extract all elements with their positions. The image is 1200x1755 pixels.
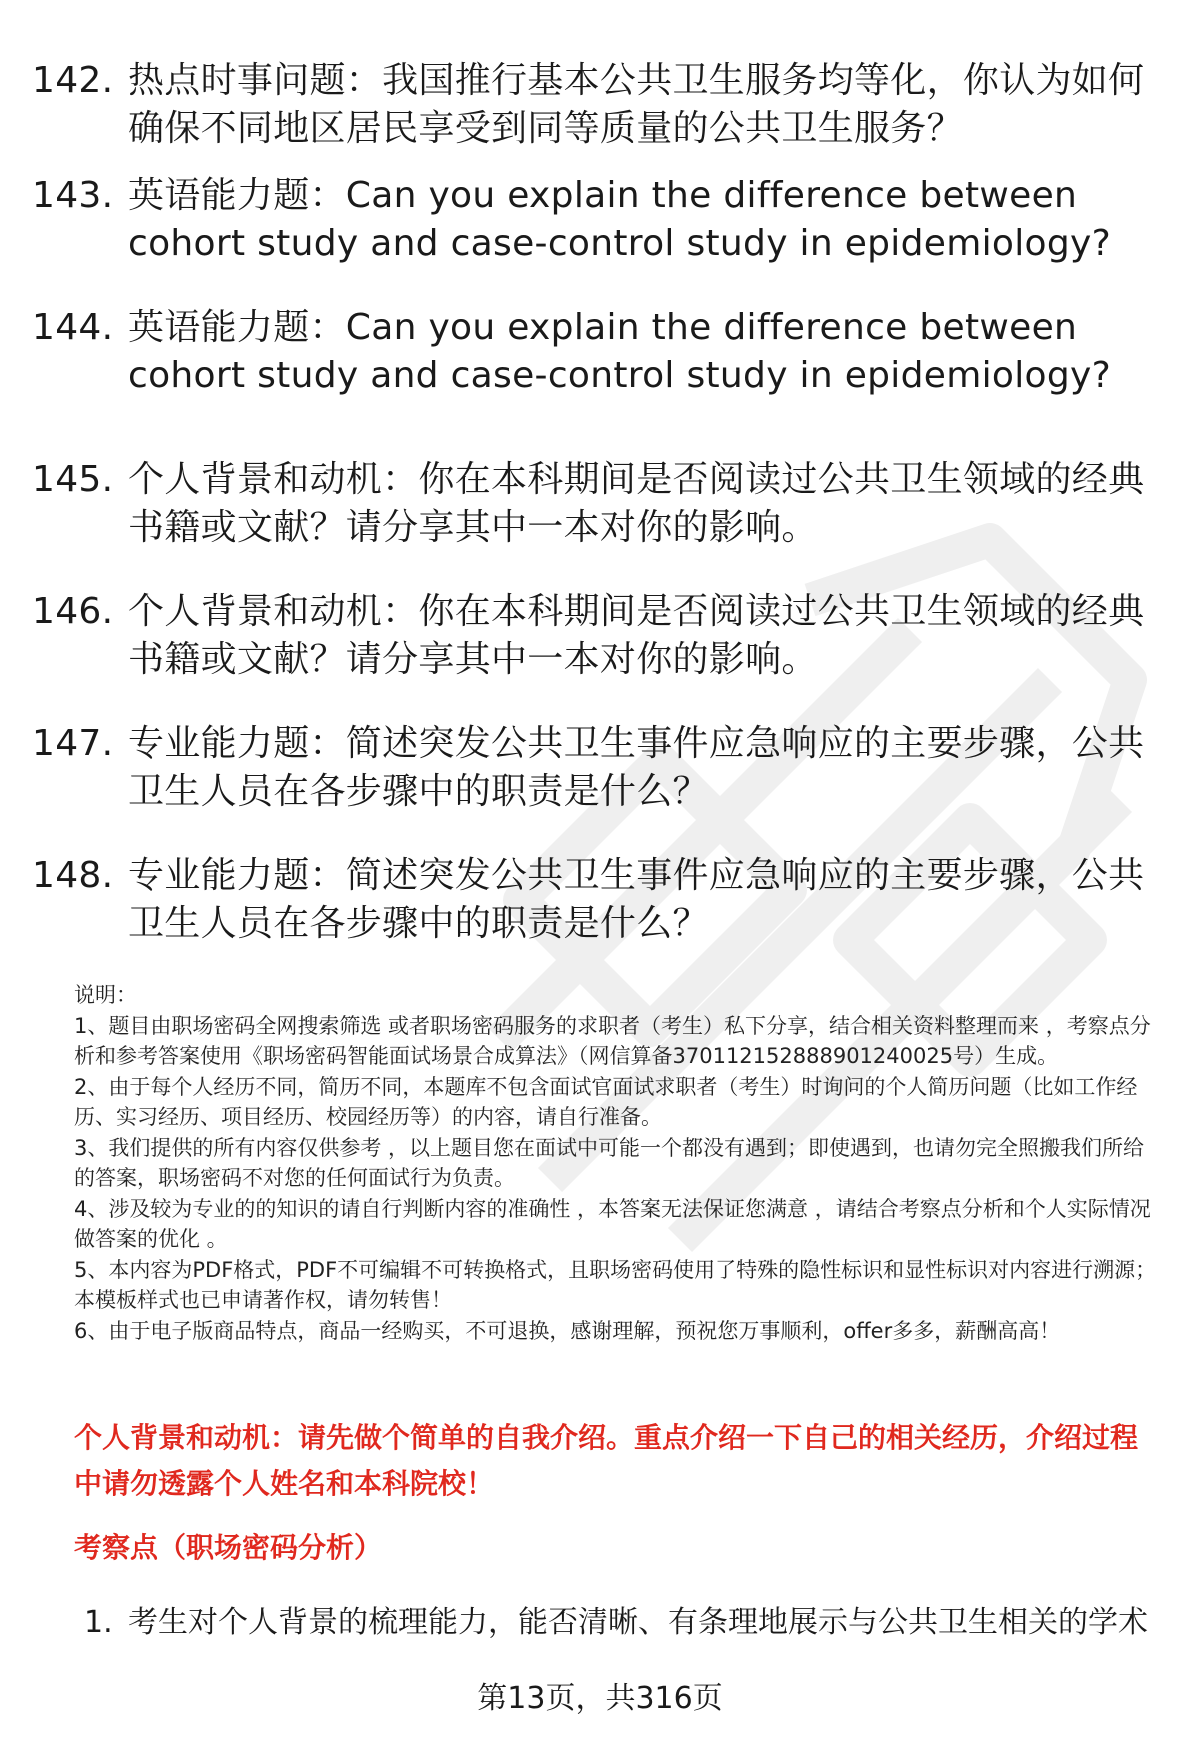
disclaimer-notes: [74, 980, 1164, 1346]
analysis-point-number: 1.: [84, 1605, 113, 1640]
question-item: [32, 720, 1162, 816]
question-item: [32, 588, 1162, 684]
question-number: 147.: [32, 723, 114, 764]
note-item: 3、我们提供的所有内容仅供参考 ，以上题目您在面试中可能一个都没有遇到；即使遇到，也请勿完全照搬我们所给的答案，职场密码不对您的任何面试行为负责。: [74, 1135, 1145, 1190]
question-item: [32, 304, 1162, 400]
question-text: 热点时事问题：我国推行基本公共卫生服务均等化，你认为如何确保不同地区居民享受到同等质量的公共卫生服务？: [128, 60, 1145, 149]
notes-heading: 说明：: [74, 983, 137, 1007]
analysis-point: [84, 1600, 1164, 1646]
question-number: 143.: [32, 175, 114, 216]
question-item: [32, 852, 1162, 948]
question-text: 个人背景和动机：你在本科期间是否阅读过公共卫生领域的经典书籍或文献？请分享其中一本对你的影响。: [128, 459, 1145, 548]
note-item: 6、由于电子版商品特点，商品一经购买，不可退换，感谢理解，预祝您万事顺利，offer多多，薪酬高高！: [74, 1318, 1061, 1343]
note-item: 2、由于每个人经历不同，简历不同，本题库不包含面试官面试求职者（考生）时询问的个人简历问题（比如工作经历、实习经历、项目经历、校园经历等）的内容，请自行准备。: [74, 1074, 1138, 1129]
question-text: 专业能力题：简述突发公共卫生事件应急响应的主要步骤，公共卫生人员在各步骤中的职责是什么？: [128, 723, 1145, 812]
question-text: 专业能力题：简述突发公共卫生事件应急响应的主要步骤，公共卫生人员在各步骤中的职责是什么？: [128, 855, 1145, 944]
question-number: 145.: [32, 459, 114, 500]
featured-question: 个人背景和动机：请先做个简单的自我介绍。重点介绍一下自己的相关经历，介绍过程中请勿透露个人姓名和本科院校！: [74, 1421, 1139, 1500]
note-item: 4、涉及较为专业的的知识的请自行判断内容的准确性 ，本答案无法保证您满意 ，请结合考察点分析和个人实际情况做答案的优化 。: [74, 1196, 1151, 1251]
question-number: 146.: [32, 591, 114, 632]
question-item: [32, 172, 1162, 268]
question-item: [32, 456, 1162, 552]
question-text: 英语能力题：Can you explain the difference between cohort study and case-control study in epidemiology?: [128, 307, 1111, 396]
note-item: 5、本内容为PDF格式，PDF不可编辑不可转换格式，且职场密码使用了特殊的隐性标识和显性标识对内容进行溯源；本模板样式也已申请著作权，请勿转售！: [74, 1257, 1157, 1312]
question-number: 144.: [32, 307, 114, 348]
question-text: 英语能力题：Can you explain the difference between cohort study and case-control study in epidemiology?: [128, 175, 1111, 264]
question-number: 142.: [32, 60, 114, 101]
question-text: 个人背景和动机：你在本科期间是否阅读过公共卫生领域的经典书籍或文献？请分享其中一本对你的影响。: [128, 591, 1145, 680]
note-item: 1、题目由职场密码全网搜索筛选 或者职场密码服务的求职者（考生）私下分享，结合相关资料整理而来 ，考察点分析和参考答案使用《职场密码智能面试场景合成算法》（网信算备370112152888901240025号）生成。: [74, 1013, 1151, 1068]
analysis-point-text: 考生对个人背景的梳理能力，能否清晰、有条理地展示与公共卫生相关的学术: [128, 1605, 1148, 1640]
question-number: 148.: [32, 855, 114, 896]
page-footer: 第13页，共316页: [477, 1681, 723, 1716]
analysis-heading: 考察点（职场密码分析）: [74, 1531, 383, 1564]
question-item: [32, 57, 1162, 153]
